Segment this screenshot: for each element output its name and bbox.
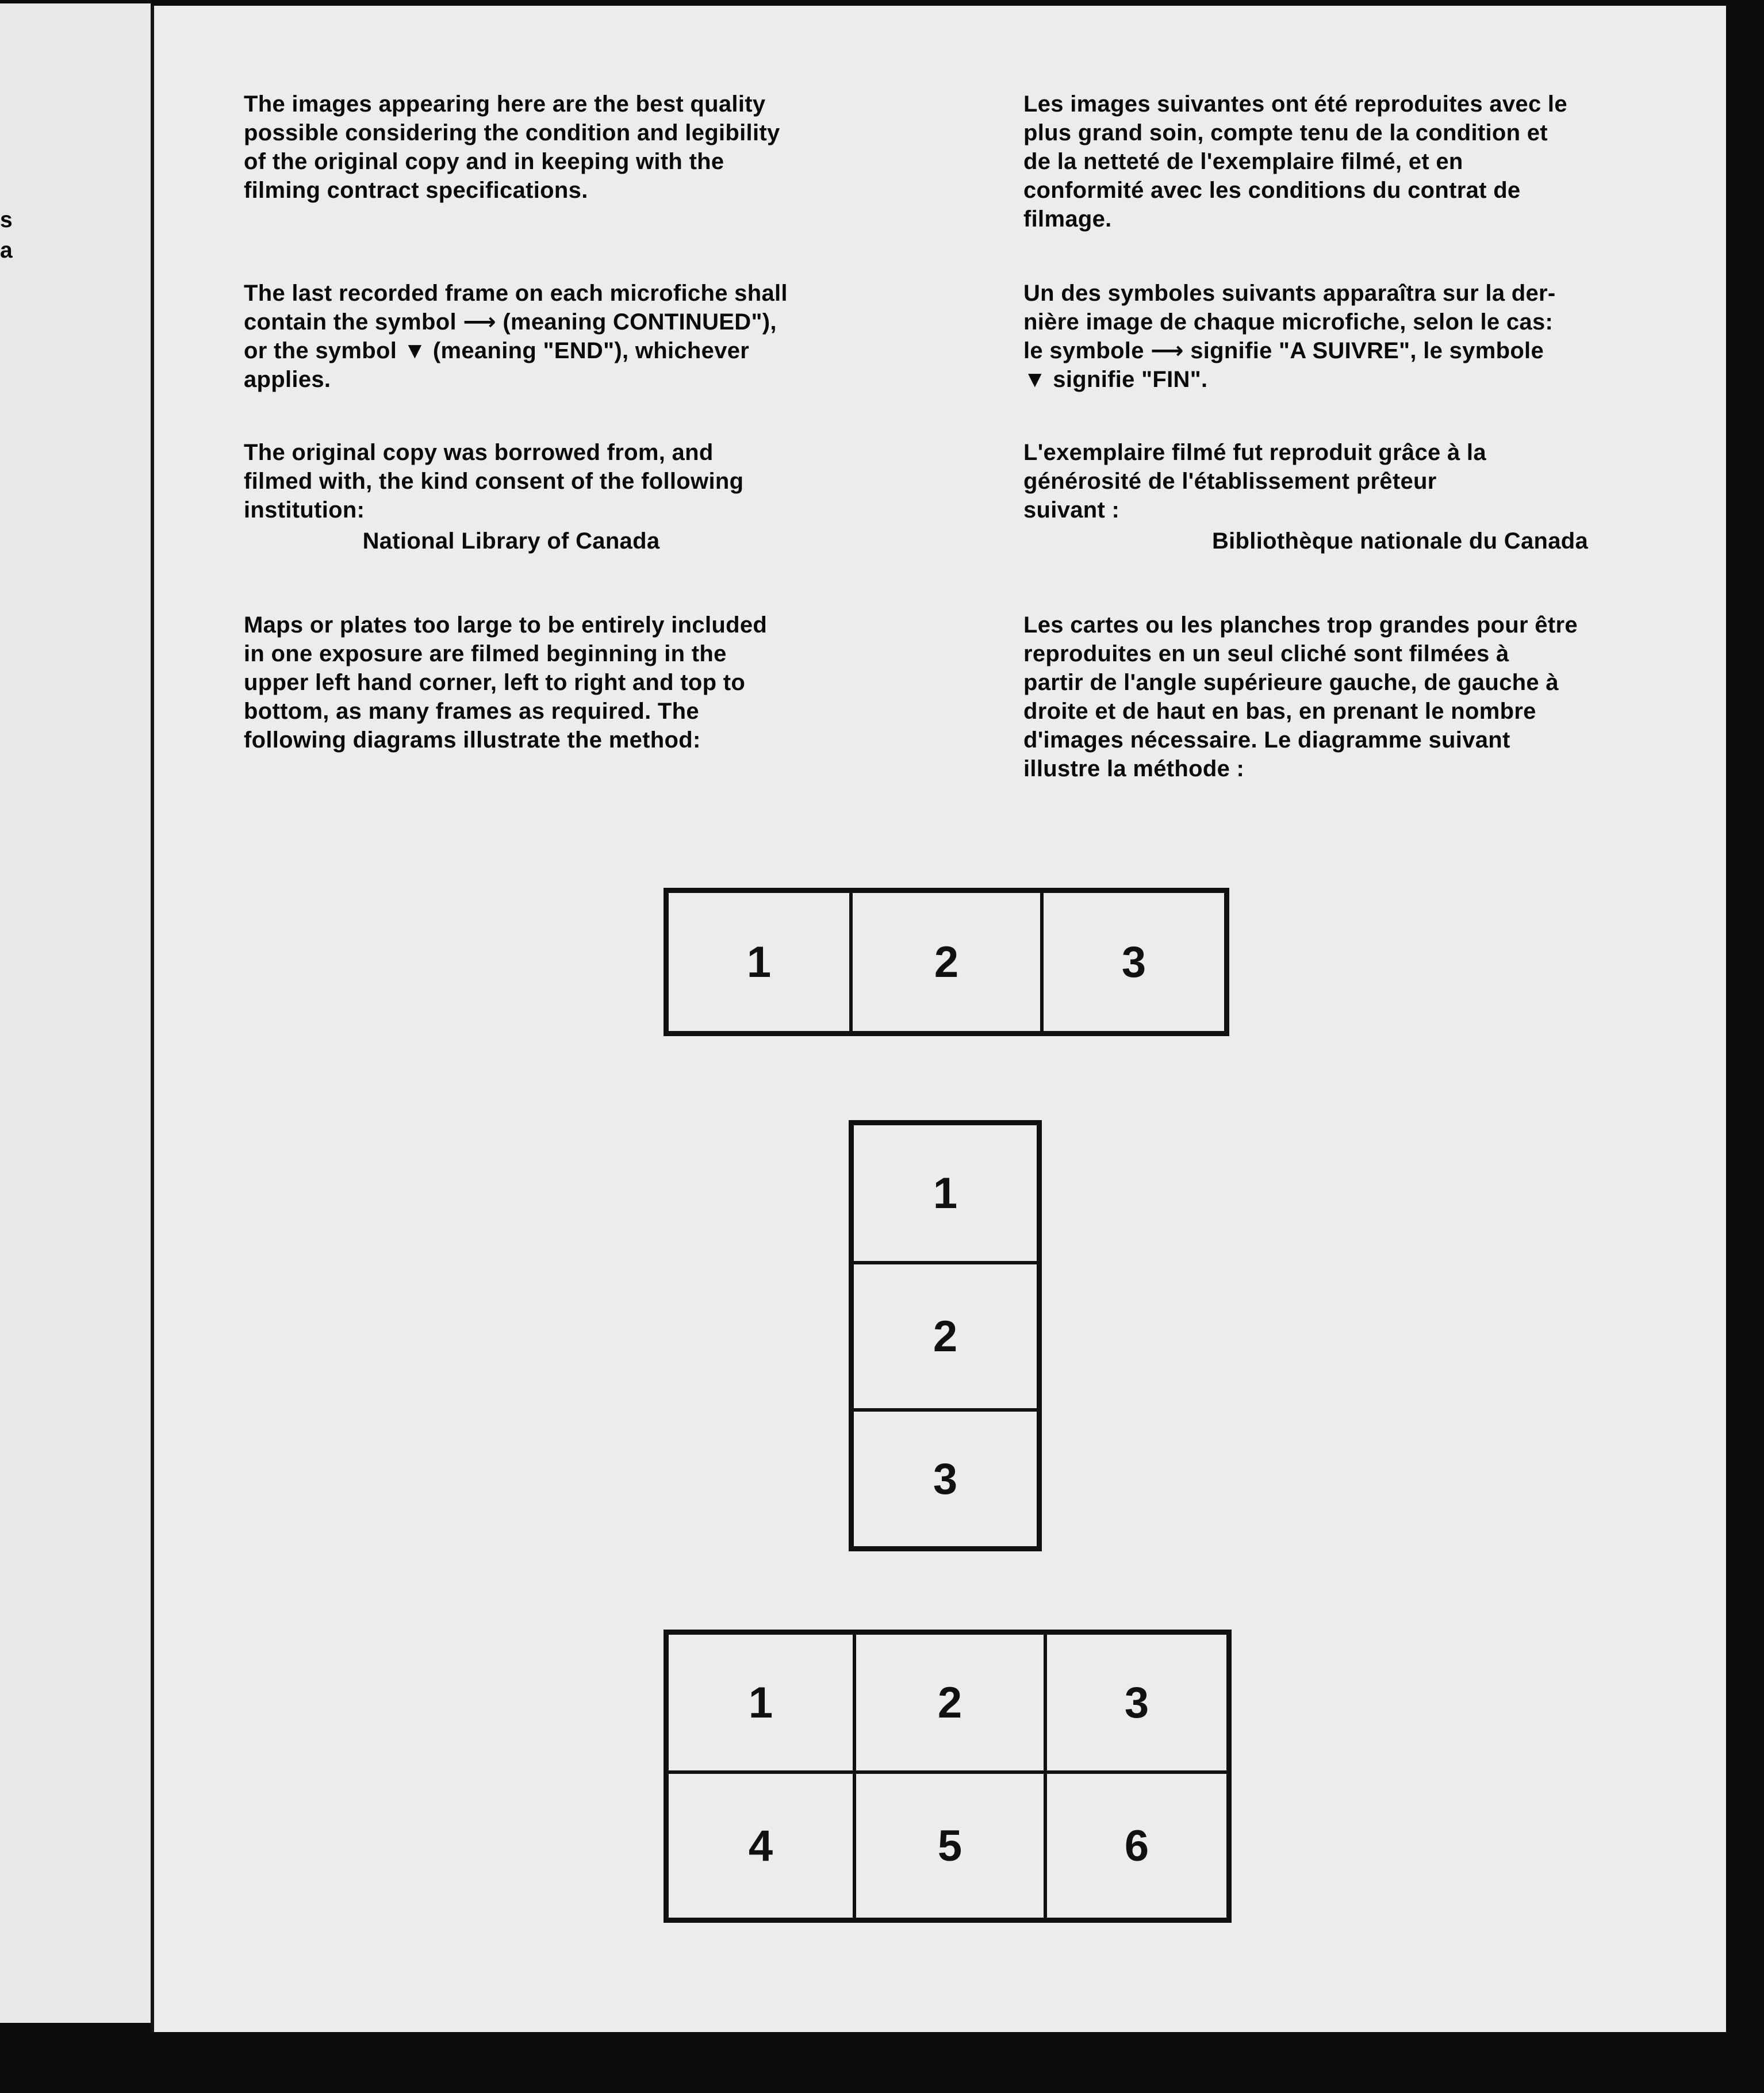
english-symbols-paragraph: The last recorded frame on each microfiche shall contain the symbol ⟶ (meaning CONTINUED"), or the symbol ▼ (meaning "END"), whichever applies.	[244, 281, 788, 392]
diagram-grid-cell: 6	[1045, 1772, 1228, 1919]
english-borrowed-block	[244, 438, 905, 555]
diagram-horizontal-cell: 2	[851, 891, 1042, 1033]
french-quality-paragraph: Les images suivantes ont été reproduites avec le plus grand soin, compte tenu de la condition et de la netteté de l'exemplaire filmé, et en conformité avec les conditions du contrat de filmage.	[1023, 91, 1567, 232]
diagram-horizontal-strip	[664, 888, 1229, 1036]
diagram-grid-cell: 1	[667, 1633, 854, 1772]
french-institution-name: Bibliothèque nationale du Canada	[1211, 528, 1589, 554]
english-quality-paragraph: The images appearing here are the best quality possible considering the condition and legibility of the original copy and in keeping with the filming contract specifications.	[244, 91, 780, 203]
diagram-grid-2x3	[664, 1630, 1232, 1923]
diagram-grid-cell: 3	[1045, 1633, 1228, 1772]
strip-fragment-2: a	[0, 238, 13, 263]
english-column	[244, 90, 905, 205]
top-black-edge	[0, 0, 1764, 3]
french-maps-paragraph: Les cartes ou les planches trop grandes pour être reproduites en un seul cliché sont filmées à partir de l'angle supérieure gauche, de gauche à droite et de haut en bas, en prenant le nombre d'images nécessaire. Le diagramme suivant illustre la méthode :	[1023, 612, 1578, 781]
diagram-grid-cell: 2	[854, 1633, 1045, 1772]
diagram-vertical-cell: 1	[852, 1124, 1038, 1263]
diagram-grid-cell: 4	[667, 1772, 854, 1919]
english-maps-paragraph: Maps or plates too large to be entirely included in one exposure are filmed beginning in the upper left hand corner, left to right and top to bottom, as many frames as required. The following diagrams illustrate the method:	[244, 612, 768, 753]
french-borrowed-block	[1023, 438, 1708, 555]
french-symbols-block	[1023, 279, 1708, 394]
french-borrowed-paragraph: L'exemplaire filmé fut reproduit grâce à la générosité de l'établissement prêteur suivant :	[1023, 440, 1486, 523]
left-previous-page-strip	[0, 3, 151, 2023]
english-symbols-block	[244, 279, 905, 394]
right-black-margin	[1726, 3, 1764, 2085]
diagram-vertical-cell: 3	[852, 1410, 1038, 1548]
french-column	[1023, 90, 1708, 233]
english-borrowed-paragraph: The original copy was borrowed from, and filmed with, the kind consent of the following institution:	[244, 440, 744, 523]
diagram-horizontal-cell: 1	[667, 891, 851, 1033]
strip-fragment-1: s	[0, 208, 13, 232]
diagram-vertical-strip	[849, 1120, 1042, 1551]
diagram-vertical-cell: 2	[852, 1263, 1038, 1410]
french-symbols-paragraph: Un des symboles suivants apparaîtra sur la der- nière image de chaque microfiche, selon le cas: le symbole ⟶ signifie "A SUIVRE", le symbole ▼ signifie "FIN".	[1023, 281, 1556, 392]
diagram-horizontal-cell: 3	[1042, 891, 1226, 1033]
french-maps-block	[1023, 611, 1708, 783]
english-maps-block	[244, 611, 905, 754]
main-page	[151, 6, 1726, 2032]
english-institution-name: National Library of Canada	[362, 528, 660, 554]
diagram-grid-cell: 5	[854, 1772, 1045, 1919]
